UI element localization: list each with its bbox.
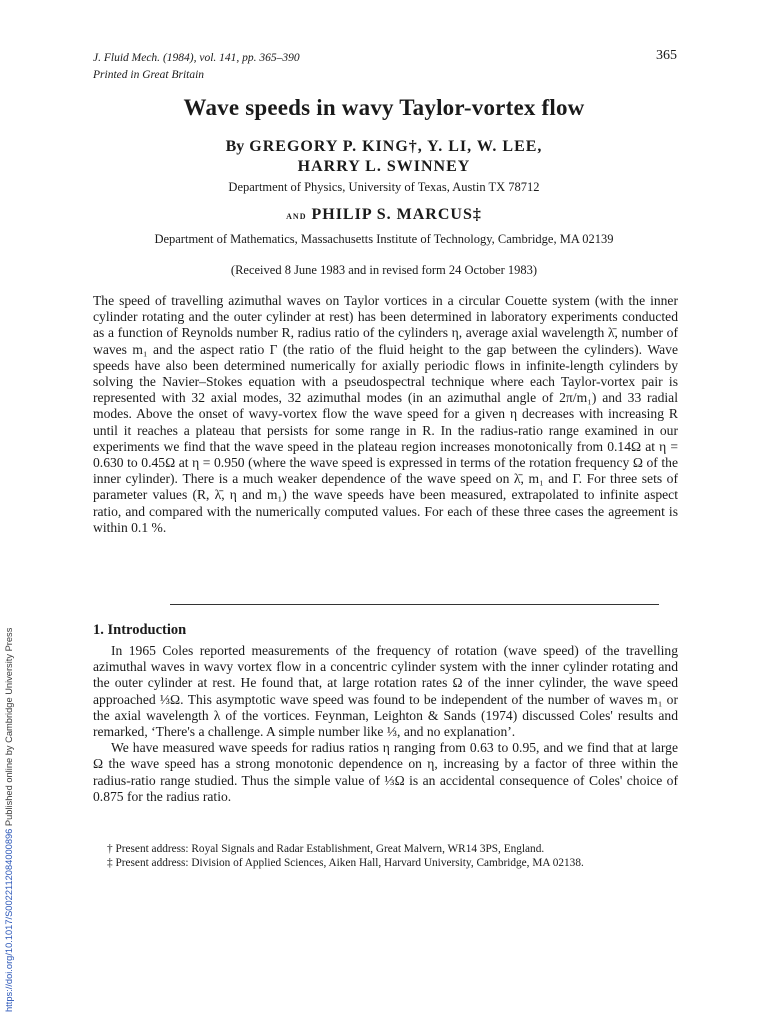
author-block — [0, 137, 768, 177]
introduction-body — [93, 643, 678, 805]
abstract: The speed of travelling azimuthal waves on Taylor vortices in a circular Couette system (with the inner cylinder rotating and the outer cylinder at rest) has been determined in laboratory experiments conducted as a function of Reynolds number R, radius ratio of the cylinders η, average axial wavelength λ̄, number of waves m₁ and the aspect ratio Γ (the ratio of the fluid height to the gap between the cylinders). Wave speeds have also been determined numerically for axially periodic flows in infinite-length cylinders by solving the Navier–Stokes equation with a pseudospectral technique where each Taylor-vortex pair is represented with 32 axial modes, 32 azimuthal modes (in an azimuthal angle of 2π/m₁) and 33 radial modes. Above the onset of wavy-vortex flow the wave speed for a given η decreases with increasing R until it reaches a plateau that persists for some range in R. In the radius-ratio range examined in our experiments we find that the wave speed in the plateau region increases monotonically from 0.14Ω at η = 0.630 to 0.45Ω at η = 0.950 (where the wave speed is expressed in terms of the rotation frequency Ω of the inner cylinder). There is a much weaker dependence of the wave speed on λ̄, m₁ and Γ. For three sets of parameter values (R, λ̄, η and m₁) the wave speeds have been measured, extrapolated to infinite aspect ratio, and compared with the numerically computed values. For each of these three cases the agreement is within 0.1 %. — [93, 293, 678, 535]
received-dates: (Received 8 June 1983 and in revised form 24 October 1983) — [230, 263, 538, 277]
affiliation-physics: Department of Physics, University of Texas, Austin TX 78712 — [228, 180, 540, 194]
author-line-3 — [0, 206, 768, 224]
author-line-1 — [0, 137, 768, 157]
by-word: By — [225, 138, 245, 155]
and-word: and — [286, 208, 307, 222]
author-marcus: PHILIP S. MARCUS‡ — [311, 206, 482, 223]
citation-details: (1984), vol. 141, pp. 365–390 — [162, 52, 300, 64]
abstract-divider — [170, 604, 659, 605]
authors-first-line: GREGORY P. KING†, Y. LI, W. LEE, — [249, 138, 543, 155]
footnotes — [93, 842, 678, 870]
authors-second-line: HARRY L. SWINNEY — [297, 158, 471, 175]
publisher-note: Published online by Cambridge University Press — [4, 627, 14, 829]
footnote-dagger: † Present address: Royal Signals and Radar Establishment, Great Malvern, WR14 3PS, England. — [107, 843, 545, 855]
doi-link[interactable]: https://doi.org/10.1017/S0022112084000896 — [4, 828, 14, 1012]
citation-line — [93, 50, 300, 67]
intro-paragraph-2: We have measured wave speeds for radius ratios η ranging from 0.63 to 0.95, and we find that at large Ω the wave speed has a strong monotonic dependence on η, increasing by a factor of three within the radius-ratio range studied. Thus the simple value of ⅓Ω is an accidental consequence of Coles' choice of 0.875 for the radius ratio. — [93, 740, 678, 804]
paper-title: Wave speeds in wavy Taylor-vortex flow — [183, 95, 585, 120]
journal-header — [93, 50, 300, 84]
page-number: 365 — [656, 48, 677, 63]
affiliation-mathematics: Department of Mathematics, Massachusetts Institute of Technology, Cambridge, MA 02139 — [154, 232, 614, 246]
side-doi-note — [4, 627, 18, 1012]
journal-name: J. Fluid Mech. — [93, 52, 161, 64]
intro-paragraph-1: In 1965 Coles reported measurements of the frequency of rotation (wave speed) of the travelling azimuthal waves in wavy vortex flow in a concentric cylinder system with the inner cylinder rotating and the outer cylinder at rest. He found that, at large rotation rates Ω of the inner cylinder, the wave speed approached ⅓Ω. This asymptotic wave speed was found to be independent of the number of waves m₁ or the axial wavelength λ of the vortices. Feynman, Leighton & Sands (1974) discussed Coles' results and remarked, ‘There's a challenge. A simple number like ⅓, and no explanation’. — [93, 643, 678, 740]
printed-note: Printed in Great Britain — [93, 69, 205, 81]
section-heading: 1. Introduction — [93, 622, 187, 638]
footnote-double-dagger: ‡ Present address: Division of Applied Sciences, Aiken Hall, Harvard University, Cambridge, MA 02138. — [107, 857, 584, 869]
